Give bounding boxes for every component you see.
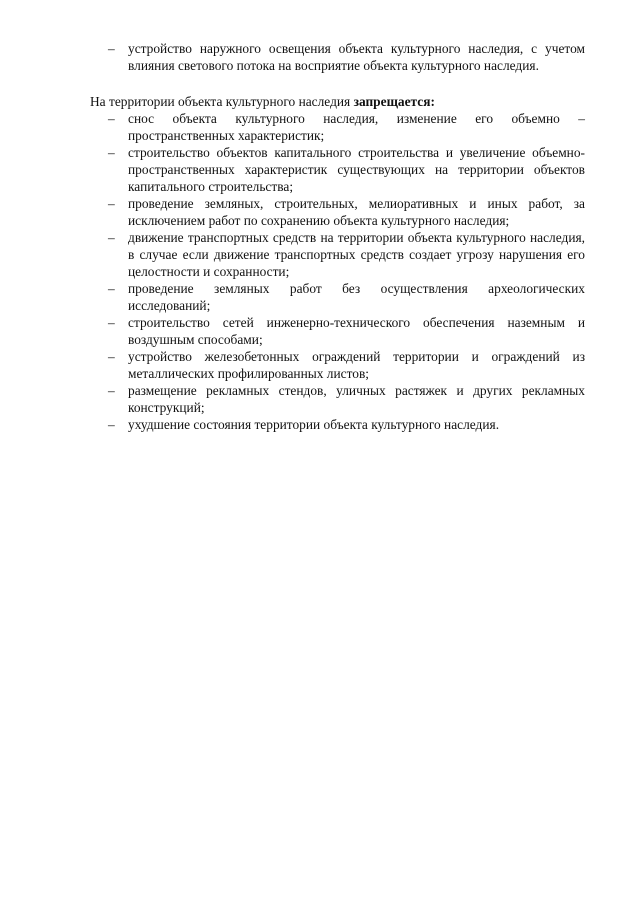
list-item [90,348,585,382]
bullet-dash: – [108,383,115,398]
list-item [90,382,585,416]
top-list [90,40,585,74]
intro-text: На территории объекта культурного наследия [90,94,354,109]
list-item-text: движение транспортных средств на территории объекта культурного наследия, в случае если движение транспортных средств создает угрозу нарушения его целостности и сохранности; [128,230,585,279]
bullet-dash: – [108,196,115,211]
list-item [90,229,585,280]
bullet-dash: – [108,230,115,245]
list-item-text: размещение рекламных стендов, уличных растяжек и других рекламных конструкций; [128,383,585,415]
bullet-dash: – [108,111,115,126]
list-item-text: устройство железобетонных ограждений территории и ограждений из металлических профилированных листов; [128,349,585,381]
list-item-text: устройство наружного освещения объекта культурного наследия, с учетом влияния светового потока на восприятие объекта культурного наследия. [128,41,585,73]
list-item [90,416,585,433]
list-item-text: ухудшение состояния территории объекта культурного наследия. [128,417,500,432]
bullet-dash: – [108,145,115,160]
list-item [90,144,585,195]
bullet-dash: – [108,281,115,296]
list-item [90,110,585,144]
bullet-dash: – [108,315,115,330]
bullet-dash: – [108,417,115,432]
intro-bold-text: запрещается: [353,94,435,109]
list-item-text: строительство сетей инженерно-технического обеспечения наземным и воздушным способами; [128,315,585,347]
list-item [90,314,585,348]
list-item-text: строительство объектов капитального строительства и увеличение объемно-пространственных характеристик существующих на территории объектов капитального строительства; [128,145,585,194]
list-item-text: проведение земляных работ без осуществления археологических исследований; [128,281,585,313]
list-item [90,195,585,229]
bullet-dash: – [108,349,115,364]
list-item [90,40,585,74]
list-item-text: проведение земляных, строительных, мелиоративных и иных работ, за исключением работ по сохранению объекта культурного наследия; [128,196,585,228]
list-item [90,280,585,314]
bullet-dash: – [108,41,115,56]
document-page [90,40,585,433]
prohibitions-intro [90,93,585,110]
prohibited-list [90,110,585,433]
list-item-text: снос объекта культурного наследия, изменение его объемно – пространственных характеристик; [128,111,585,143]
